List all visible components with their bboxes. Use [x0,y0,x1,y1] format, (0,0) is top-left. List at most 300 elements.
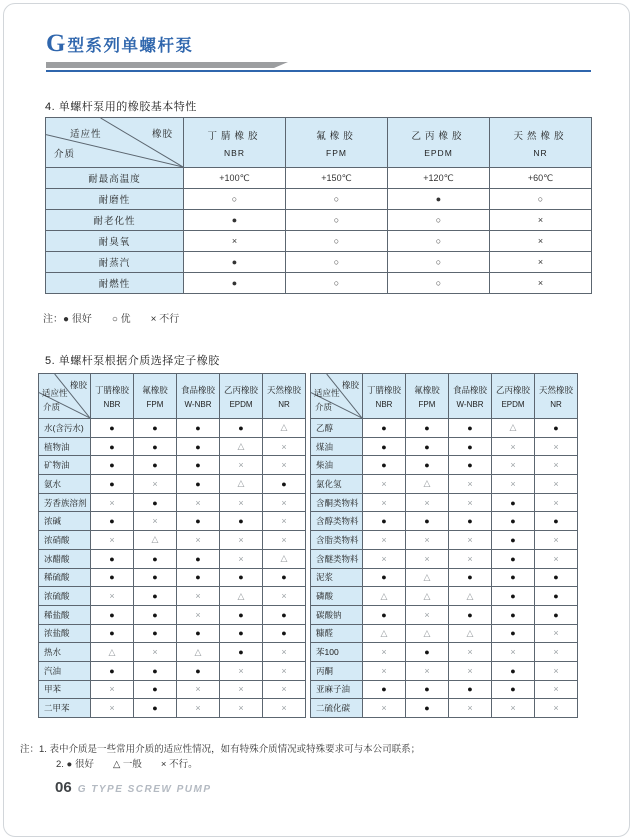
rating-cell: × [535,699,578,718]
row-label: 甲苯 [39,680,91,699]
row-label: 汽油 [39,661,91,680]
page-title-text: 型系列单螺杆泵 [67,37,194,55]
rating-cell: × [406,605,449,624]
rating-cell: △ [406,587,449,606]
rating-cell: × [535,661,578,680]
column-header [535,374,578,419]
rating-cell: ● [492,605,535,624]
rating-cell: ● [134,605,177,624]
row-label: 含醇类物料 [311,512,363,531]
rating-cell: ● [363,568,406,587]
column-code: NR [278,399,290,409]
rating-cell: ○ [286,273,388,294]
rating-cell: × [177,680,220,699]
rating-cell: ● [406,643,449,662]
rating-cell: ● [184,210,286,231]
corner-adaptability-label: 适应性 [70,129,102,140]
rating-cell: ● [492,587,535,606]
table-row [311,699,578,718]
rating-cell: × [449,493,492,512]
table-row [39,568,306,587]
column-code: NBR [375,399,393,409]
rating-cell: × [490,210,592,231]
rating-cell: ● [134,680,177,699]
rating-cell: ○ [388,252,490,273]
rating-cell: △ [177,643,220,662]
column-name: 食品橡胶 [452,384,487,395]
table-row [46,210,592,231]
rating-cell: ● [492,661,535,680]
rating-cell: ● [134,437,177,456]
column-header [492,374,535,419]
corner-rubber-label: 橡胶 [69,380,87,390]
row-label: 耐磨性 [46,189,184,210]
row-label: 芳香族溶剂 [39,493,91,512]
table-row [39,605,306,624]
row-label: 泥浆 [311,568,363,587]
rating-cell: ● [91,475,134,494]
rating-cell: ● [220,512,263,531]
rating-cell: ● [177,624,220,643]
table4-body [46,168,592,294]
table-row [311,475,578,494]
table-row [39,661,306,680]
table-row [46,189,592,210]
row-label: 稀盐酸 [39,605,91,624]
rating-cell: × [363,699,406,718]
rating-cell: △ [220,587,263,606]
rating-cell: ● [449,512,492,531]
corner-cell [46,118,184,168]
corner-medium-label: 介质 [315,402,333,412]
rating-cell: △ [363,624,406,643]
rating-cell: +100℃ [184,168,286,189]
rating-cell: ● [388,189,490,210]
column-header [184,118,286,168]
rating-cell: +120℃ [388,168,490,189]
rating-cell: × [490,252,592,273]
rubber-properties-table [45,117,592,294]
rating-cell: × [449,549,492,568]
column-name: 氟橡胶 [142,384,168,395]
rating-cell: △ [263,419,306,438]
footer-brand-text: G TYPE SCREW PUMP [77,784,212,795]
rating-cell: × [177,587,220,606]
row-label: 浓盐酸 [39,624,91,643]
rating-cell: × [363,549,406,568]
rating-cell: × [492,699,535,718]
page-title [46,30,193,58]
row-label: 煤油 [311,437,363,456]
rating-cell: × [490,231,592,252]
table-row [311,587,578,606]
column-name: 氟橡胶 [414,384,440,395]
rating-cell: × [363,661,406,680]
rating-cell: △ [363,587,406,606]
column-header [177,374,220,419]
column-code: NBR [103,399,121,409]
rating-cell: ● [177,419,220,438]
rating-cell: △ [449,587,492,606]
row-label: 耐臭氧 [46,231,184,252]
rating-cell: × [363,643,406,662]
column-name: 乙丙橡胶 [495,384,530,395]
table4-header-row [46,118,592,168]
section5-heading: 5. 单螺杆泵根据介质选择定子橡胶 [45,355,220,367]
title-underline-bar [46,62,288,68]
table-row [39,475,306,494]
rating-cell: × [220,493,263,512]
rating-cell: × [263,531,306,550]
rating-cell: × [490,273,592,294]
rating-cell: × [220,549,263,568]
table-row [311,643,578,662]
column-header [220,374,263,419]
rating-cell: △ [134,531,177,550]
table4-legend-note: 注：● 很好 ○ 优 × 不行 [43,314,180,325]
row-label: 二硫化碳 [311,699,363,718]
rating-cell: × [492,437,535,456]
rating-cell: × [91,699,134,718]
corner-cell [39,374,91,419]
rating-cell: △ [91,643,134,662]
rating-cell: × [449,643,492,662]
rating-cell: △ [220,475,263,494]
rating-cell: ● [134,699,177,718]
rating-cell: ● [177,512,220,531]
corner-adaptability-label: 适应性 [314,388,340,398]
rating-cell: × [91,493,134,512]
row-label: 亚麻子油 [311,680,363,699]
rating-cell: × [220,680,263,699]
rating-cell: ● [91,456,134,475]
rating-cell: ● [363,419,406,438]
column-header [490,118,592,168]
row-label: 乙醇 [311,419,363,438]
rating-cell: × [177,699,220,718]
table-row [46,231,592,252]
page-footer [55,779,212,797]
column-code: EPDM [229,399,253,409]
rating-cell: × [535,475,578,494]
column-code: EPDM [501,399,525,409]
rating-cell: × [263,587,306,606]
rating-cell: ● [263,605,306,624]
rating-cell: × [184,231,286,252]
column-header [134,374,177,419]
title-rule [46,70,591,72]
column-code: NBR [224,147,245,158]
rating-cell: × [535,437,578,456]
column-header [449,374,492,419]
table-row [311,456,578,475]
row-label: 浓硫酸 [39,587,91,606]
column-header [91,374,134,419]
rating-cell: ● [134,568,177,587]
rating-cell: ● [91,624,134,643]
rating-cell: × [91,680,134,699]
table-row [39,699,306,718]
rating-cell: ● [177,661,220,680]
table-row [39,512,306,531]
rating-cell: ● [449,680,492,699]
rating-cell: △ [492,419,535,438]
rating-cell: × [406,531,449,550]
rating-cell: × [134,512,177,531]
rating-cell: ● [134,587,177,606]
column-code: FPM [146,399,164,409]
rating-cell: × [406,661,449,680]
rating-cell: × [263,643,306,662]
table-row [311,549,578,568]
rating-cell: ● [363,437,406,456]
rating-cell: ● [535,419,578,438]
rating-cell: × [535,493,578,512]
rating-cell: ● [220,643,263,662]
rating-cell: +150℃ [286,168,388,189]
row-label: 耐燃性 [46,273,184,294]
rating-cell: ● [91,605,134,624]
rating-cell: ● [449,605,492,624]
rating-cell: ○ [490,189,592,210]
row-label: 热水 [39,643,91,662]
rating-cell: ● [406,456,449,475]
table-row [39,493,306,512]
table5-left-body [39,419,306,718]
rating-cell: × [535,680,578,699]
row-label: 耐蒸汽 [46,252,184,273]
rating-cell: × [91,531,134,550]
rating-cell: × [91,587,134,606]
rating-cell: ● [406,512,449,531]
rating-cell: × [177,531,220,550]
rating-cell: ○ [286,210,388,231]
table-row [39,643,306,662]
rating-cell: × [492,643,535,662]
rating-cell: × [363,493,406,512]
rating-cell: △ [263,549,306,568]
column-code: EPDM [424,147,453,158]
corner-medium-label: 介质 [43,402,61,412]
section4-heading: 4. 单螺杆泵用的橡胶基本特性 [45,101,197,113]
rating-cell: ● [492,493,535,512]
rating-cell: ● [535,568,578,587]
row-label: 氨水 [39,475,91,494]
table-row [311,531,578,550]
table-row [39,456,306,475]
column-name: 氟橡胶 [316,130,357,142]
row-label: 二甲苯 [39,699,91,718]
column-name: 丁腈橡胶 [207,130,262,142]
rating-cell: × [134,475,177,494]
rating-cell: × [220,699,263,718]
rating-cell: ● [134,661,177,680]
table-row [311,605,578,624]
table-row [39,419,306,438]
rating-cell: ● [177,475,220,494]
column-name: 天然橡胶 [513,130,568,142]
page-number: 06 [55,779,72,796]
rating-cell: ● [449,419,492,438]
rating-cell: ● [220,419,263,438]
rating-cell: ● [91,661,134,680]
rating-cell: ● [134,549,177,568]
column-name: 丁腈橡胶 [366,384,401,395]
corner-medium-label: 介质 [54,149,76,160]
rating-cell: × [263,512,306,531]
rating-cell: × [449,661,492,680]
rating-cell: × [406,549,449,568]
rating-cell: △ [406,624,449,643]
table-row [311,680,578,699]
rating-cell: ● [91,419,134,438]
table5-right-body [311,419,578,718]
rating-cell: ○ [286,252,388,273]
table-row [39,680,306,699]
rating-cell: ● [492,624,535,643]
column-header [406,374,449,419]
column-code: FPM [418,399,436,409]
rating-cell: × [134,643,177,662]
rating-cell: ● [134,493,177,512]
rating-cell: ● [177,437,220,456]
row-label: 碳酸钠 [311,605,363,624]
rating-cell: ● [363,456,406,475]
row-label: 丙酮 [311,661,363,680]
rating-cell: × [492,475,535,494]
rating-cell: ● [449,568,492,587]
row-label: 冰醋酸 [39,549,91,568]
table-row [39,437,306,456]
rating-cell: ○ [388,231,490,252]
rating-cell: × [535,531,578,550]
rating-cell: × [363,531,406,550]
rating-cell: ● [263,568,306,587]
row-label: 苯100 [311,643,363,662]
row-label: 耐老化性 [46,210,184,231]
rating-cell: ● [220,568,263,587]
table-row [46,168,592,189]
table-row [311,493,578,512]
rating-cell: × [535,549,578,568]
table-row [39,587,306,606]
row-label: 含脂类物料 [311,531,363,550]
rating-cell: ● [535,512,578,531]
rating-cell: ○ [388,210,490,231]
table5-note-line1: 注：1. 表中介质是一些常用介质的适应性情况，如有特殊介质情况或特殊要求可与本公司联系； [20,744,421,755]
column-name: 天然橡胶 [538,384,573,395]
rating-cell: ● [535,605,578,624]
rating-cell: ● [177,456,220,475]
row-label: 糠醛 [311,624,363,643]
rating-cell: × [220,661,263,680]
row-label: 浓硝酸 [39,531,91,550]
rating-cell: ● [91,549,134,568]
table-row [311,512,578,531]
rating-cell: × [263,437,306,456]
rating-cell: ● [177,568,220,587]
rating-cell: ● [406,680,449,699]
rating-cell: × [263,680,306,699]
rating-cell: ● [406,699,449,718]
rating-cell: ○ [286,231,388,252]
column-header [388,118,490,168]
rating-cell: × [220,531,263,550]
rating-cell: ● [220,624,263,643]
rating-cell: × [406,493,449,512]
rating-cell: +60℃ [490,168,592,189]
page-title-initial: G [46,30,66,57]
row-label: 磷酸 [311,587,363,606]
rating-cell: × [449,475,492,494]
row-label: 水(含污水) [39,419,91,438]
corner-rubber-label: 橡胶 [341,380,359,390]
row-label: 浓碱 [39,512,91,531]
table-row [311,624,578,643]
rating-cell: ● [184,273,286,294]
table-row [39,531,306,550]
rating-cell: × [263,699,306,718]
rating-cell: ● [449,456,492,475]
column-name: 天然橡胶 [266,384,301,395]
rating-cell: × [449,699,492,718]
column-name: 乙丙橡胶 [411,130,466,142]
row-label: 含醚类物料 [311,549,363,568]
column-header [286,118,388,168]
media-selection-table-right [310,373,578,718]
column-header [263,374,306,419]
column-header [363,374,406,419]
rating-cell: ● [363,605,406,624]
rating-cell: ● [492,549,535,568]
row-label: 植物油 [39,437,91,456]
table-row [311,568,578,587]
rating-cell: × [177,605,220,624]
table-row [39,549,306,568]
column-code: NR [550,399,562,409]
rating-cell: × [492,456,535,475]
row-label: 耐最高温度 [46,168,184,189]
rating-cell: ○ [184,189,286,210]
rating-cell: × [535,643,578,662]
rating-cell: ● [263,475,306,494]
rating-cell: ○ [286,189,388,210]
rating-cell: △ [220,437,263,456]
rating-cell: △ [449,624,492,643]
corner-adaptability-label: 适应性 [42,388,68,398]
rating-cell: △ [406,475,449,494]
rating-cell: ● [363,512,406,531]
rating-cell: ● [263,624,306,643]
rating-cell: ● [177,549,220,568]
table-row [311,437,578,456]
corner-rubber-label: 橡胶 [151,129,173,140]
column-code: W-NBR [456,399,484,409]
rating-cell: ● [492,568,535,587]
rating-cell: × [263,661,306,680]
rating-cell: ● [449,437,492,456]
rating-cell: ● [220,605,263,624]
rating-cell: ● [91,512,134,531]
row-label: 柴油 [311,456,363,475]
media-selection-table-left [38,373,306,718]
rating-cell: × [177,493,220,512]
rating-cell: × [449,531,492,550]
row-label: 稀硫酸 [39,568,91,587]
table5-right-header-row [311,374,578,419]
rating-cell: ● [184,252,286,273]
table-row [46,252,592,273]
